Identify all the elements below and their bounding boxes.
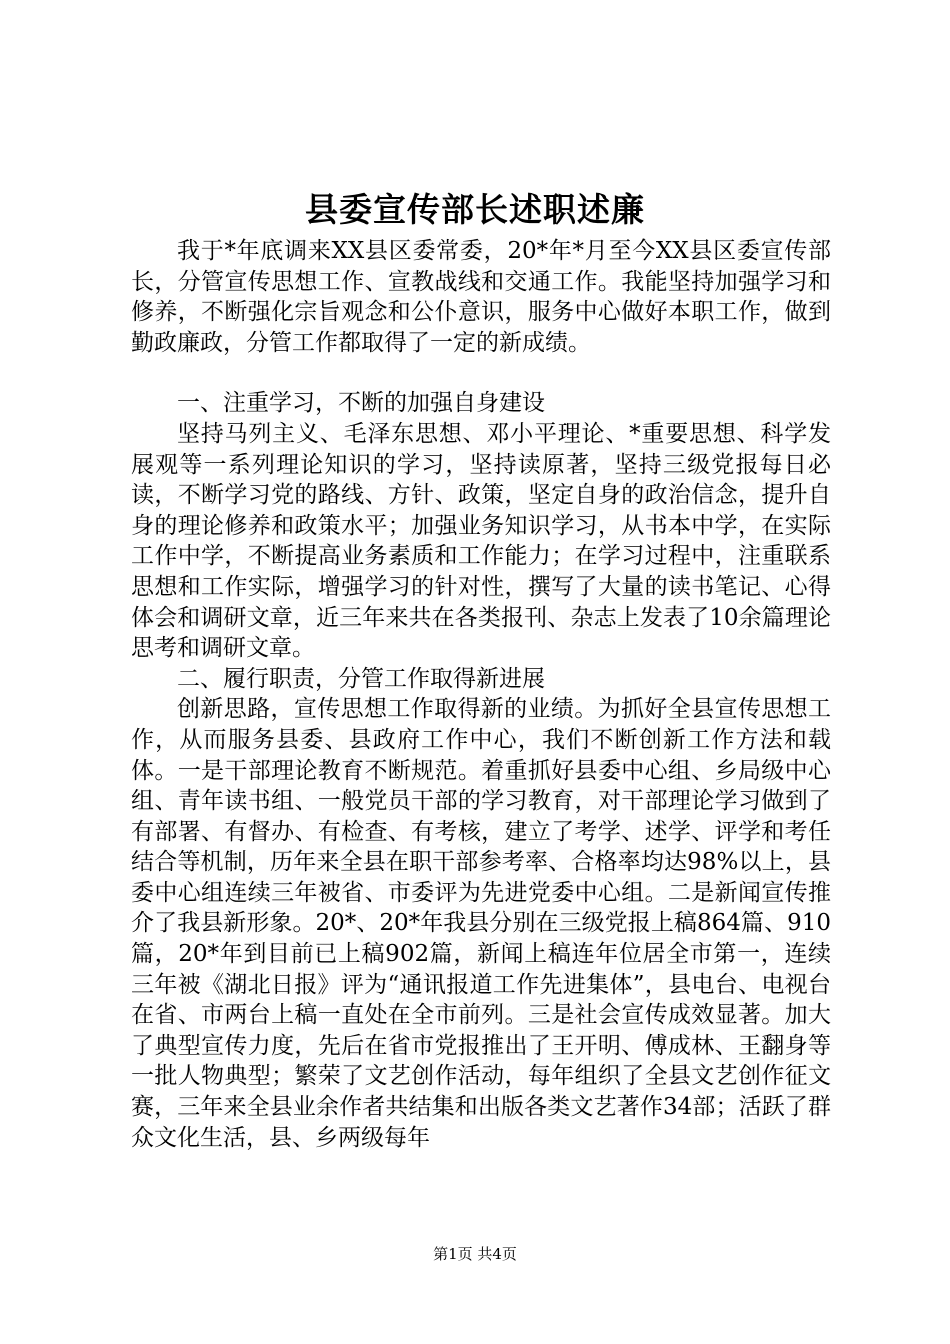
document-title: 县委宣传部长述职述廉 bbox=[305, 190, 645, 229]
section-2-paragraph: 创新思路，宣传思想工作取得新的业绩。为抓好全县宣传思想工作，从而服务县委、县政府工作中心，我们不断创新工作方法和载体。一是干部理论教育不断规范。着重抓好县委中心组、乡局级中心组、青年读书组、一般党员干部的学习教育，对干部理论学习做到了有部署、有督办、有检查、有考核，建立了考学、述学、评学和考任结合等机制，历年来全县在职干部参考率、合格率均达98%以上，县委中心组连续三年被省、市委评为先进党委中心组。二是新闻宣传推介了我县新形象。20*、20*年我县分别在三级党报上稿864篇、910篇，20*年到目前已上稿902篇，新闻上稿连年位居全市第一，连续三年被《湖北日报》评为“通讯报道工作先进集体”，县电台、电视台在省、市两台上稿一直处在全市前列。三是社会宣传成效显著。加大了典型宣传力度，先后在省市党报推出了王开明、傅成林、王翻身等一批人物典型；繁荣了文艺创作活动，每年组织了全县文艺创作征文赛，三年来全县业余作者共结集和出版各类文艺著作34部；活跃了群众文化生活，县、乡两级每年 bbox=[131, 696, 831, 1151]
section-heading-2: 二、履行职责，分管工作取得新进展 bbox=[177, 665, 545, 692]
document-body bbox=[131, 236, 831, 1153]
section-heading-1: 一、注重学习，不断的加强自身建设 bbox=[177, 390, 545, 417]
intro-paragraph: 我于*年底调来XX县区委常委，20*年*月至今XX县区委宣传部长，分管宣传思想工作、宣教战线和交通工作。我能坚持加强学习和修养，不断强化宗旨观念和公仆意识，服务中心做好本职工作，做到勤政廉政，分管工作都取得了一定的新成绩。 bbox=[131, 238, 831, 356]
page-number-footer: 第1页 共4页 bbox=[433, 1245, 517, 1263]
section-1-paragraph: 坚持马列主义、毛泽东思想、邓小平理论、*重要思想、科学发展观等一系列理论知识的学习，坚持读原著，坚持三级党报每日必读，不断学习党的路线、方针、政策，坚定自身的政治信念，提升自身的理论修养和政策水平；加强业务知识学习，从书本中学，在实际工作中学，不断提高业务素质和工作能力；在学习过程中，注重联系思想和工作实际，增强学习的针对性，撰写了大量的读书笔记、心得体会和调研文章，近三年来共在各类报刊、杂志上发表了10余篇理论思考和调研文章。 bbox=[131, 420, 831, 662]
